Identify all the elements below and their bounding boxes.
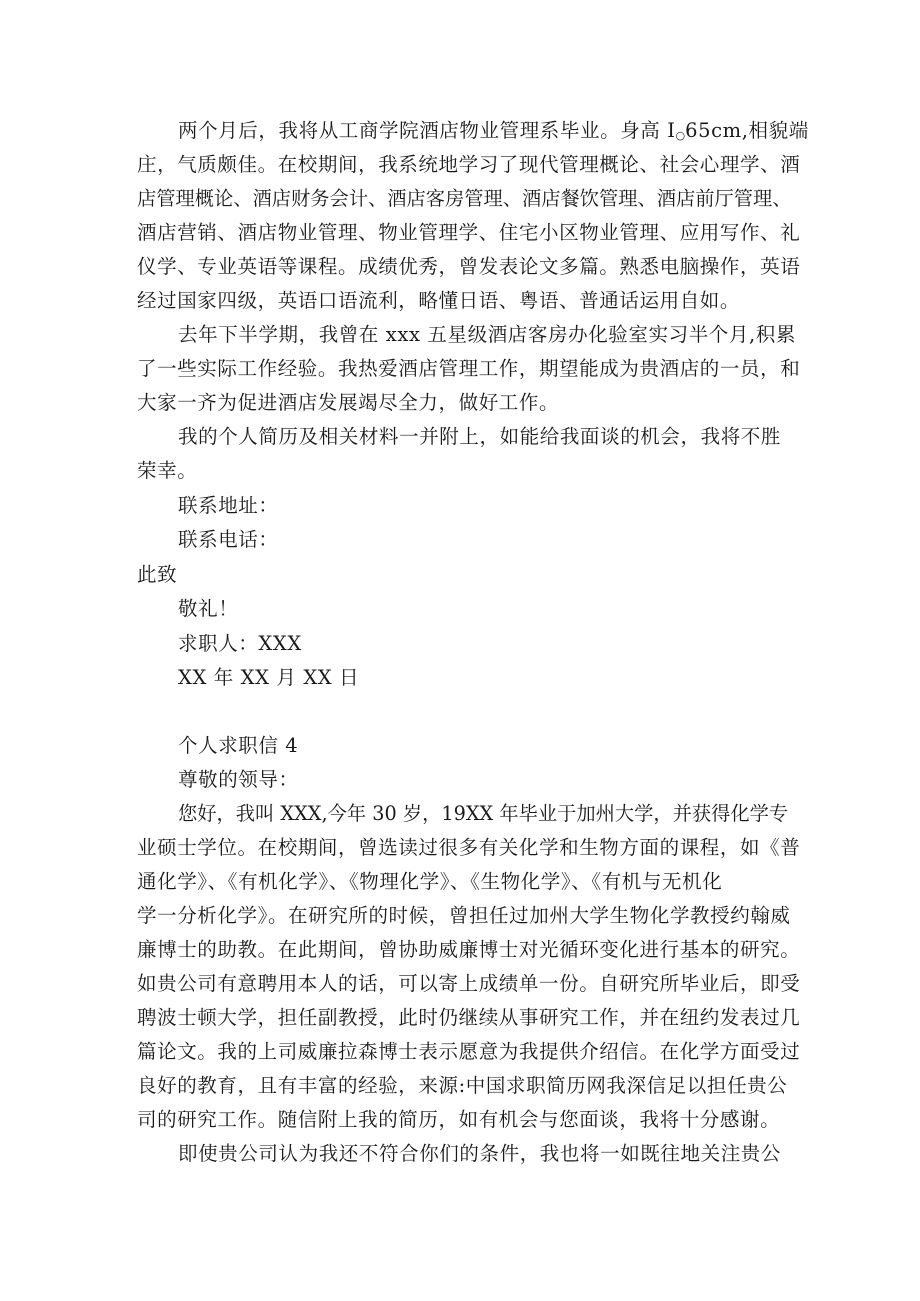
- text-line: 即使贵公司认为我还不符合你们的条件，我也将一如既往地关注贵公: [178, 1142, 782, 1165]
- section-title: 个人求职信 4: [178, 734, 299, 757]
- text-line: 庄，气质颇佳。在校期间，我系统地学习了现代管理概论、社会心理学、酒: [137, 153, 801, 176]
- closing: 此致: [137, 563, 178, 586]
- text-line: 我的个人简历及相关材料一并附上，如能给我面谈的机会，我将不胜: [178, 425, 782, 448]
- text-line: 酒店营销、酒店物业管理、物业管理学、住宅小区物业管理、应用写作、礼: [137, 221, 801, 244]
- contact-address: 联系地址：: [178, 494, 279, 517]
- text-line: 通化学》、《有机化学》、《物理化学》、《生物化学》、《有机与无机化: [137, 870, 723, 893]
- text-line: 良好的教育，且有丰富的经验，来源:中国求职简历网我深信足以担任贵公: [137, 1074, 788, 1097]
- text-segment: 65cm,相貌端: [685, 119, 809, 142]
- text-line: 荣幸。: [137, 459, 198, 482]
- text-line: 如贵公司有意聘用本人的话，可以寄上成绩单一份。自研究所毕业后，即受: [137, 972, 801, 995]
- salute: 敬礼！: [178, 597, 239, 620]
- text-line: 去年下半学期，我曾在 xxx 五星级酒店客房办化验室实习半个月,积累: [178, 323, 796, 346]
- text-line: 学一分析化学》。在研究所的时候，曾担任过加州大学生物化学教授约翰威: [137, 904, 791, 927]
- greeting: 尊敬的领导：: [178, 768, 299, 791]
- text-line: 篇论文。我的上司威廉拉森博士表示愿意为我提供介绍信。在化学方面受过: [137, 1040, 801, 1063]
- text-line: 经过国家四级，英语口语流利，略懂日语、粤语、普通话运用自如。: [137, 289, 741, 312]
- text-line: 您好，我叫 XXX,今年 30 岁，19XX 年毕业于加州大学，并获得化学专: [178, 802, 789, 825]
- text-line: 店管理概论、酒店财务会计、酒店客房管理、酒店餐饮管理、酒店前厅管理、: [137, 187, 792, 210]
- letter-date: XX 年 XX 月 XX 日: [178, 666, 360, 689]
- text-line: 了一些实际工作经验。我热爱酒店管理工作，期望能成为贵酒店的一员，和: [137, 357, 801, 380]
- text-line: 业硕士学位。在校期间，曾选读过很多有关化学和生物方面的课程，如《普: [137, 836, 801, 859]
- subscript-mark: ○: [675, 129, 686, 142]
- text-line: 司的研究工作。随信附上我的简历，如有机会与您面谈，我将十分感谢。: [137, 1108, 781, 1131]
- text-line: 大家一齐为促进酒店发展竭尽全力，做好工作。: [137, 391, 560, 414]
- text-line: [178, 119, 809, 148]
- text-line: 聘波士顿大学，担任副教授，此时仍继续从事研究工作，并在纽约发表过几: [137, 1006, 801, 1029]
- text-line: 仪学、专业英语等课程。成绩优秀，曾发表论文多篇。熟悉电脑操作，英语: [137, 255, 801, 278]
- text-segment: 两个月后，我将从工商学院酒店物业管理系毕业。身高 I: [178, 119, 676, 142]
- contact-phone: 联系电话：: [178, 528, 279, 551]
- text-line: 廉博士的助教。在此期间，曾协助威廉博士对光循环变化进行基本的研究。: [137, 938, 801, 961]
- applicant-signature: 求职人：XXX: [178, 632, 302, 655]
